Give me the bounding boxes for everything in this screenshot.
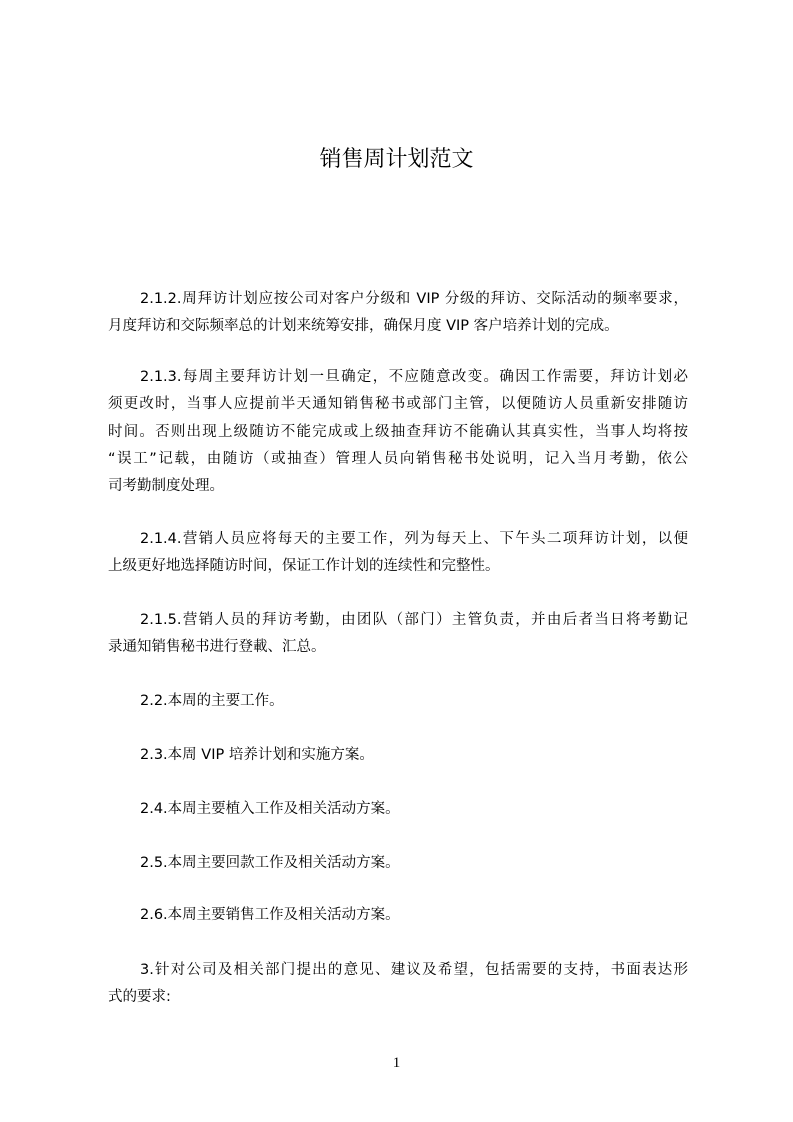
paragraph-line: 2.4.本周主要植入工作及相关活动方案。 [140, 801, 400, 817]
paragraph-line: 上级更好地选择随访时间，保证工作计划的连续性和完整性。 [108, 558, 500, 575]
paragraph [108, 688, 688, 715]
document-title: 销售周计划范文 [319, 147, 474, 172]
paragraph-line: 2.5.本周主要回款工作及相关活动方案。 [140, 855, 400, 871]
paragraph-line: 2.2.本周的主要工作。 [140, 693, 284, 709]
paragraph [108, 850, 688, 877]
paragraph [108, 286, 688, 341]
paragraph [108, 364, 688, 500]
paragraph [108, 796, 688, 823]
paragraph-line: 2.6.本周主要销售工作及相关活动方案。 [140, 907, 400, 923]
paragraph-line: 2.1.5.营销人员的拜访考勤，由团队（部门）主管负责，并由后者当日将考勤记 [140, 612, 688, 628]
paragraph-line: 时间。否则出现上级随访不能完成或上级抽查拜访不能确认其真实性，当事人均将按 [108, 423, 688, 440]
paragraph [108, 902, 688, 929]
paragraph [108, 742, 688, 769]
page-number: 1 [392, 1055, 401, 1071]
paragraph-line: 式的要求: [108, 989, 171, 1006]
paragraph-line: 月度拜访和交际频率总的计划来统筹安排，确保月度 VIP 客户培养计划的完成。 [108, 318, 619, 335]
paragraph-line: 须更改时，当事人应提前半天通知销售秘书或部门主管，以便随访人员重新安排随访 [108, 396, 688, 413]
paragraph [108, 526, 688, 581]
paragraph-line: 2.1.4.营销人员应将每天的主要工作，列为每天上、下午头二项拜访计划，以便 [140, 531, 688, 547]
paragraph-line: 3.针对公司及相关部门提出的意见、建议及希望，包括需要的支持，书面表达形 [140, 962, 688, 978]
paragraph-line: 录通知销售秘书进行登載、汇总。 [108, 639, 326, 656]
paragraph-line: 司考勤制度处理。 [108, 478, 224, 495]
paragraph-line: “误工”记载，由随访（或抽查）管理人员向销售秘书处说明，记入当月考勤，依公 [108, 450, 688, 467]
paragraph [108, 957, 688, 1012]
paragraph-line: 2.1.2.周拜访计划应按公司对客户分级和 VIP 分级的拜访、交际活动的频率要求， [140, 291, 688, 307]
paragraph [108, 607, 688, 662]
paragraph-line: 2.1.3.每周主要拜访计划一旦确定，不应随意改变。确因工作需要，拜访计划必 [140, 369, 688, 385]
paragraph-line: 2.3.本周 VIP 培养计划和实施方案。 [140, 747, 374, 763]
